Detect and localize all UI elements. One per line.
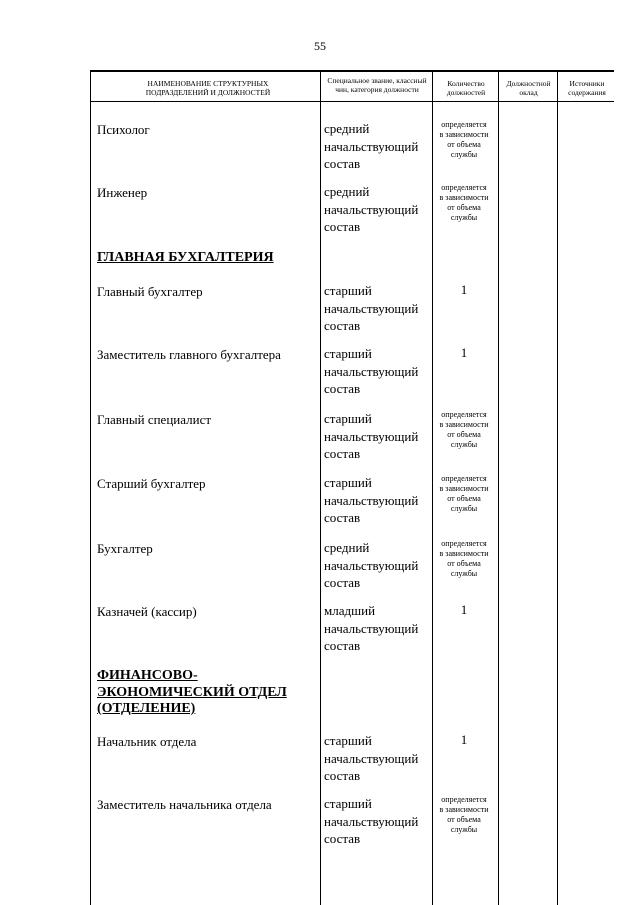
rank-category: старший начальствующий состав xyxy=(324,411,419,461)
position-name: Бухгалтер xyxy=(97,541,153,556)
position-name: Казначей (кассир) xyxy=(97,604,197,619)
position-count: определяется в зависимости от объема службы xyxy=(439,183,489,222)
section-title: ГЛАВНАЯ БУХГАЛТЕРИЯ xyxy=(97,250,274,265)
rank-category: младший начальствующий состав xyxy=(324,603,419,653)
header-count-column: Количество должностей xyxy=(446,79,486,97)
header-rank-column: Специальное звание, классный чин, категория должности xyxy=(327,76,427,94)
position-name: Заместитель начальника отдела xyxy=(97,797,272,812)
position-count: определяется в зависимости от объема службы xyxy=(439,474,489,513)
position-count: 1 xyxy=(460,282,468,297)
position-count: 1 xyxy=(460,345,468,360)
rank-category: средний начальствующий состав xyxy=(324,540,419,590)
position-name: Психолог xyxy=(97,122,150,137)
position-count: определяется в зависимости от объема службы xyxy=(439,539,489,578)
rank-category: средний начальствующий состав xyxy=(324,184,419,234)
rank-category: старший начальствующий состав xyxy=(324,283,419,333)
column-divider xyxy=(557,70,558,905)
position-count: определяется в зависимости от объема службы xyxy=(439,410,489,449)
position-count: 1 xyxy=(460,732,468,747)
position-count: определяется в зависимости от объема службы xyxy=(439,795,489,834)
staff-table xyxy=(90,70,614,905)
position-name: Старший бухгалтер xyxy=(97,476,206,491)
rank-category: старший начальствующий состав xyxy=(324,346,419,396)
header-salary-column: Должностной оклад xyxy=(506,79,551,97)
section-title: ФИНАНСОВО- ЭКОНОМИЧЕСКИЙ ОТДЕЛ (ОТДЕЛЕНИЕ) xyxy=(97,668,287,716)
position-name: Главный бухгалтер xyxy=(97,284,203,299)
position-count: определяется в зависимости от объема службы xyxy=(439,120,489,159)
position-name: Начальник отдела xyxy=(97,734,197,749)
rank-category: старший начальствующий состав xyxy=(324,475,419,525)
column-divider xyxy=(498,70,499,905)
header-source-column: Источники содержания xyxy=(568,79,606,97)
header-name-column: НАИМЕНОВАНИЕ СТРУКТУРНЫХ ПОДРАЗДЕЛЕНИЙ И ДОЛЖНОСТЕЙ xyxy=(145,79,271,97)
column-divider xyxy=(320,70,321,905)
position-count: 1 xyxy=(460,602,468,617)
position-name: Инженер xyxy=(97,185,148,200)
position-name: Главный специалист xyxy=(97,412,212,427)
rank-category: старший начальствующий состав xyxy=(324,796,419,846)
column-divider xyxy=(90,70,91,905)
rank-category: средний начальствующий состав xyxy=(324,121,419,171)
position-name: Заместитель главного бухгалтера xyxy=(97,347,281,362)
rank-category: старший начальствующий состав xyxy=(324,733,419,783)
page-number: 55 xyxy=(314,39,326,53)
